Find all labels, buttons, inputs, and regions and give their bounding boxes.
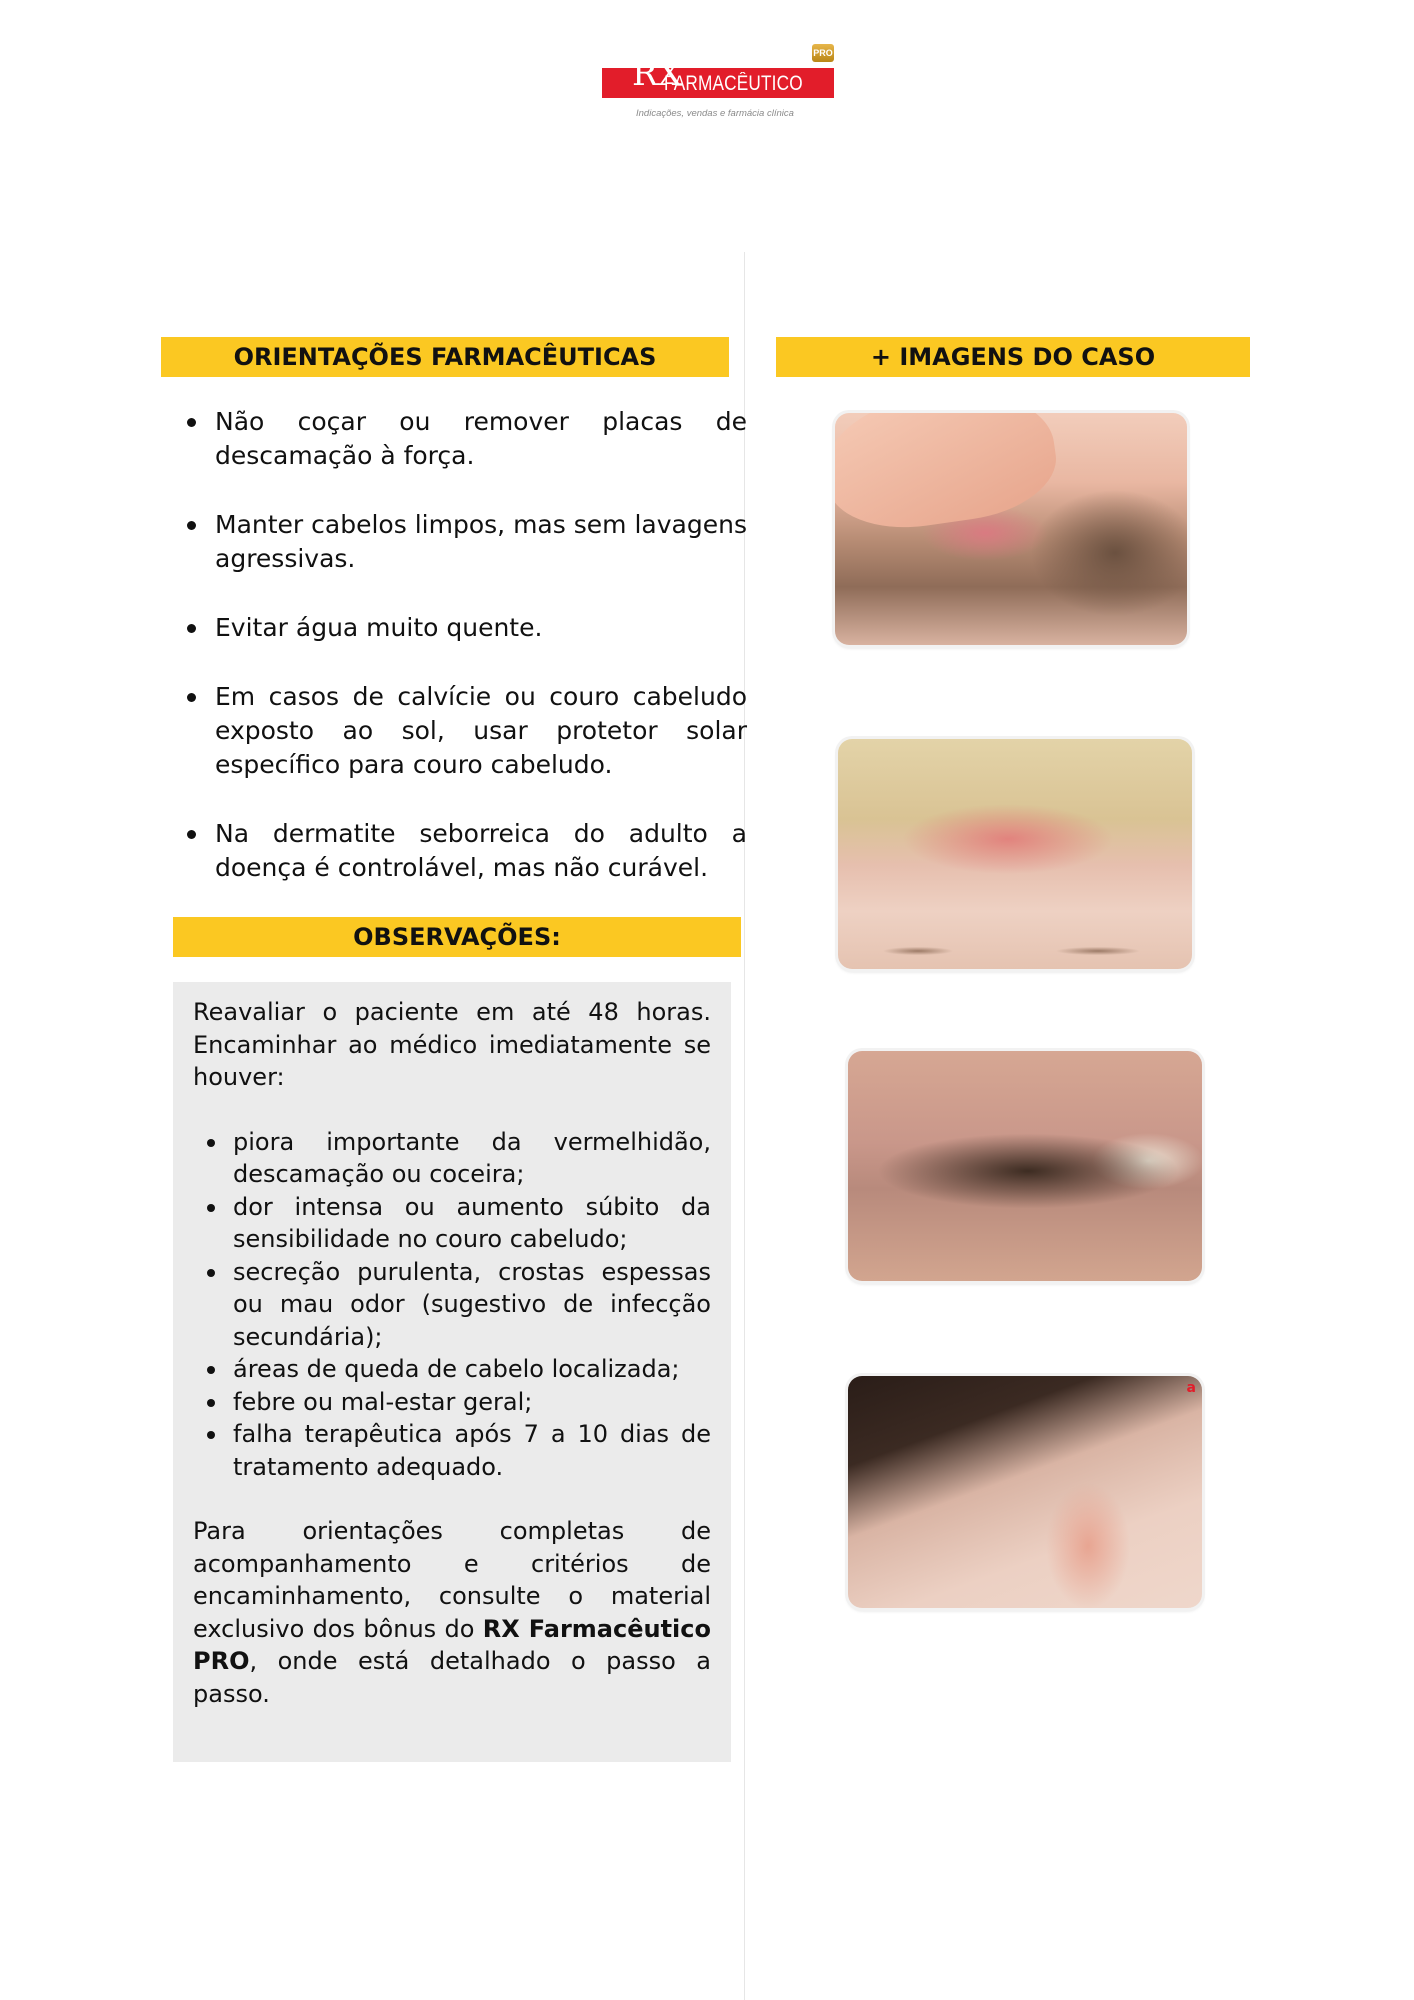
case-images-heading: + IMAGENS DO CASO [776, 337, 1250, 377]
case-photo-eyebrow-scaling [848, 1051, 1202, 1281]
closing-text: Para orientações completas de acompanhamento e critérios de encaminhamento, consulte o material exclusivo dos bônus do [193, 1517, 711, 1643]
observations-closing [193, 1515, 711, 1710]
referral-criteria-list [193, 1126, 711, 1484]
eyebrows-shape [878, 944, 1148, 958]
list-item: Não coçar ou remover placas de descamação à força. [215, 405, 747, 473]
observations-box [173, 982, 731, 1762]
list-item: falha terapêutica após 7 a 10 dias de tratamento adequado. [233, 1418, 711, 1483]
orientations-heading: ORIENTAÇÕES FARMACÊUTICAS [161, 337, 729, 377]
closing-text-end: , onde está detalhado o passo a passo. [193, 1647, 711, 1708]
observations-heading: OBSERVAÇÕES: [173, 917, 741, 957]
closing-brand: RX Farmacêutico PRO [193, 1614, 711, 1675]
list-item: áreas de queda de cabelo localizada; [233, 1353, 711, 1386]
case-photo-hairline [838, 739, 1192, 969]
list-item: Na dermatite seborreica do adulto a doença é controlável, mas não curável. [215, 817, 747, 885]
observations-intro: Reavaliar o paciente em até 48 horas. Encaminhar ao médico imediatamente se houver: [193, 998, 711, 1091]
logo-name: FARMACÊUTICO [664, 72, 803, 95]
logo-tagline: Indicações, vendas e farmácia clínica [636, 108, 794, 119]
case-photo-scalp-nape [835, 413, 1187, 645]
brand-logo [602, 42, 834, 122]
list-item: Evitar água muito quente. [215, 611, 747, 645]
photo-watermark: a [1186, 1380, 1196, 1396]
list-item: piora importante da vermelhidão, descamação ou coceira; [233, 1126, 711, 1191]
list-item: secreção purulenta, crostas espessas ou mau odor (sugestivo de infecção secundária); [233, 1256, 711, 1354]
list-item: Em casos de calvície ou couro cabeludo exposto ao sol, usar protetor solar específico para couro cabeludo. [215, 680, 747, 782]
logo-pro-badge: PRO [812, 44, 834, 62]
list-item: febre ou mal-estar geral; [233, 1386, 711, 1419]
orientations-list [183, 405, 747, 920]
list-item: Manter cabelos limpos, mas sem lavagens agressivas. [215, 508, 747, 576]
case-photo-ear-hairline [848, 1376, 1202, 1608]
list-item: dor intensa ou aumento súbito da sensibilidade no couro cabeludo; [233, 1191, 711, 1256]
logo-rx: RX [632, 54, 682, 94]
hand-shape [835, 413, 1063, 538]
